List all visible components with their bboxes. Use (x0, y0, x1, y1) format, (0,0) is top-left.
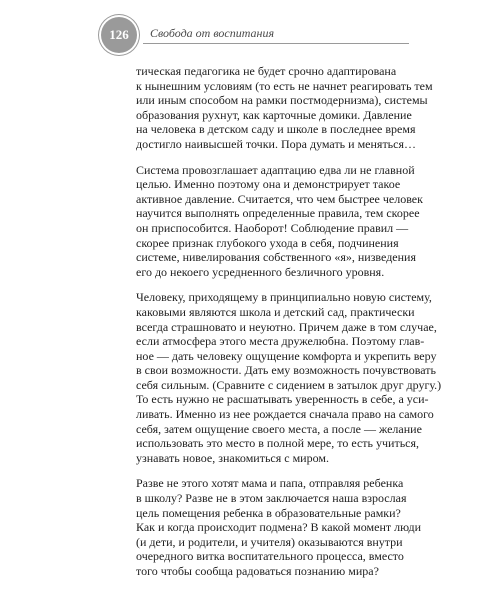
text-line: ливать. Именно из нее рождается сначала право на самого (136, 407, 434, 422)
text-line: в школу? Разве не в этом заключается наша взрослая (136, 491, 407, 506)
text-line: на человека в детском саду и школе в последнее время (136, 122, 416, 137)
paragraph-3 (136, 290, 442, 465)
running-header-title: Свобода от воспитания (150, 26, 275, 40)
text-line: очередного витка воспитательного процесса, вместо (136, 549, 404, 564)
text-line: активное давление. Считается, что чем быстрее человек (136, 191, 423, 206)
text-line: он приспособится. Наоборот! Соблюдение правил — (136, 220, 409, 235)
body-text (136, 64, 442, 590)
text-line: его до некоего усредненного безличного уровня. (136, 264, 385, 279)
paragraph-2 (136, 162, 423, 280)
paragraph-4 (136, 476, 421, 578)
text-line: (и дети, и родители, и учителя) оказываются внутри (136, 534, 403, 549)
text-line: Система провозглашает адаптацию едва ли не главной (136, 162, 415, 177)
text-line: к нынешним условиям (то есть не начнет реагировать тем (136, 78, 433, 93)
text-line: образования рухнут, как карточные домики. Давление (136, 107, 412, 122)
text-line: того чтобы сообща радоваться познанию мира? (136, 564, 379, 578)
page-number-badge: 126 (101, 17, 137, 53)
text-line: скорее признак глубокого ухода в себя, подчинения (136, 235, 399, 250)
page-header (0, 0, 500, 70)
text-line: Человеку, приходящему в принципиально новую систему, (136, 290, 432, 305)
text-line: себя сильным. (Сравните с сидением в затылок друг другу.) (136, 377, 442, 392)
text-line: или иным способом на рамки постмодернизма), системы (136, 93, 428, 108)
header-divider (143, 43, 409, 44)
paragraph-1 (136, 64, 433, 152)
text-line: в свои возможности. Дать ему возможность почувствовать (136, 363, 436, 378)
text-line: Разве не этого хотят мама и папа, отправляя ребенка (136, 476, 404, 491)
text-line: Как и когда происходит подмена? В какой момент люди (136, 520, 421, 535)
text-line: цель помещения ребенка в образовательные рамки? (136, 505, 401, 520)
text-line: То есть нужно не расшатывать уверенность в себе, а уси- (136, 392, 429, 407)
text-line: себя, затем ощущение своего места, а после — желание (136, 421, 422, 436)
text-line: тическая педагогика не будет срочно адаптирована (136, 64, 397, 78)
text-line: научится выполнять определенные правила, тем скорее (136, 206, 420, 221)
text-line: системе, нивелирования собственного «я», низведения (136, 250, 416, 265)
text-line: каковыми являются школа и детский сад, практически (136, 304, 415, 319)
text-line: ное — дать человеку ощущение комфорта и укрепить веру (136, 348, 437, 363)
text-line: использовать это место в полной мере, то есть учиться, (136, 436, 420, 451)
text-line: целью. Именно поэтому она и демонстрирует такое (136, 177, 401, 192)
text-line: узнавать новое, знакомиться с миром. (136, 450, 329, 465)
text-line: всегда страшновато и неуютно. Причем даже в том случае, (136, 319, 437, 334)
text-line: достигло наивысшей точки. Пора думать и меняться… (136, 136, 417, 151)
text-line: если атмосфера этого места дружелюбна. Поэтому глав- (136, 334, 425, 349)
